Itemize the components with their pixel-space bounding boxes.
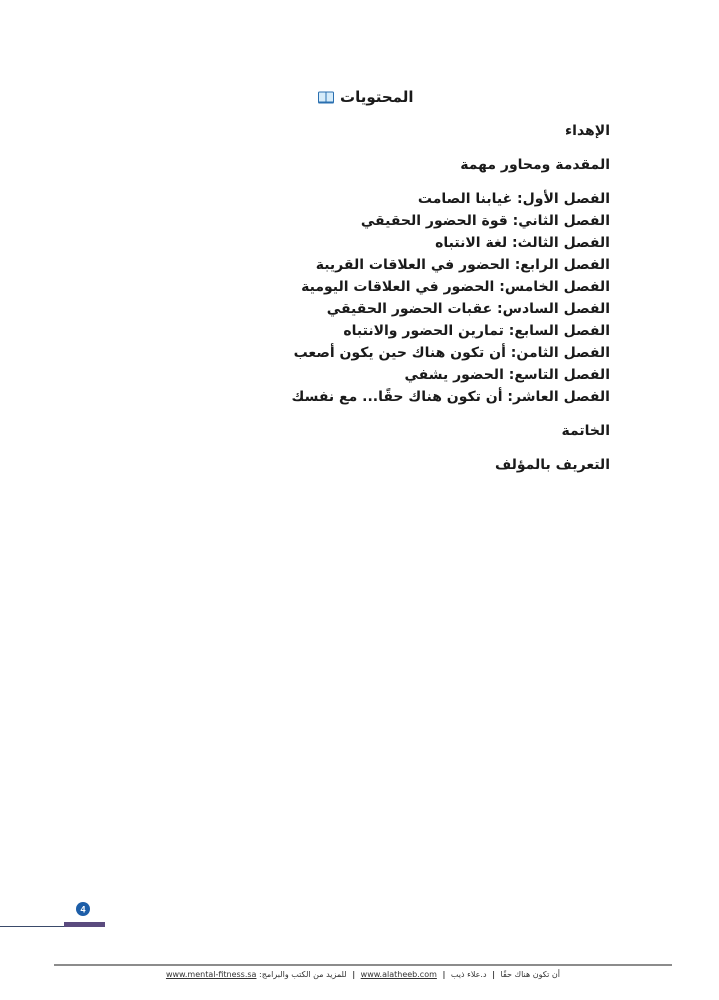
toc-item-chapter-6[interactable]: الفصل السادس: عقبات الحضور الحقيقي [326, 301, 610, 317]
toc-item-introduction[interactable]: المقدمة ومحاور مهمة [460, 157, 610, 173]
footer [54, 970, 672, 979]
page-number-badge [74, 900, 92, 918]
toc-item-chapter-10[interactable]: الفصل العاشر: أن تكون هناك حقًا... مع نفسك [291, 389, 610, 405]
page-number: 4 [80, 904, 86, 915]
footer-separator: | [442, 970, 446, 979]
page-left-rule [0, 926, 64, 927]
page-tab [64, 922, 105, 927]
toc-item-chapter-7[interactable]: الفصل السابع: تمارين الحضور والانتباه [343, 323, 610, 339]
footer-link-alatheeb[interactable]: www.alatheeb.com [360, 970, 437, 979]
footer-author: د.علاء ذيب [450, 970, 487, 979]
toc-item-about-author[interactable]: التعريف بالمؤلف [494, 457, 610, 473]
toc-item-chapter-2[interactable]: الفصل الثاني: قوة الحضور الحقيقي [360, 213, 610, 229]
footer-separator: | [492, 970, 495, 979]
toc-item-chapter-3[interactable]: الفصل الثالث: لغة الانتباه [435, 235, 610, 251]
toc-item-chapter-9[interactable]: الفصل التاسع: الحضور يشفي [404, 367, 610, 383]
footer-book-title: أن تكون هناك حقًا [500, 970, 561, 979]
toc-item-chapter-1[interactable]: الفصل الأول: غيابنا الصامت [417, 191, 610, 207]
toc-item-chapter-5[interactable]: الفصل الخامس: الحضور في العلاقات اليومية [301, 279, 610, 295]
toc-item-chapter-8[interactable]: الفصل الثامن: أن تكون هناك حين يكون أصعب [293, 345, 610, 361]
table-of-contents [280, 120, 610, 476]
toc-title: المحتويات [340, 88, 414, 106]
footer-divider [54, 964, 672, 966]
toc-item-dedication[interactable]: الإهداء [565, 123, 610, 139]
footer-link-mental-fitness[interactable]: www.mental-fitness.sa [165, 970, 257, 979]
footer-more-label: للمزيد من الكتب والبرامج: [259, 970, 347, 979]
toc-item-conclusion[interactable]: الخاتمة [561, 423, 610, 439]
book-icon [318, 91, 334, 104]
footer-separator: | [352, 970, 356, 979]
toc-item-chapter-4[interactable]: الفصل الرابع: الحضور في العلاقات القريبة [315, 257, 610, 273]
toc-header [318, 88, 418, 106]
